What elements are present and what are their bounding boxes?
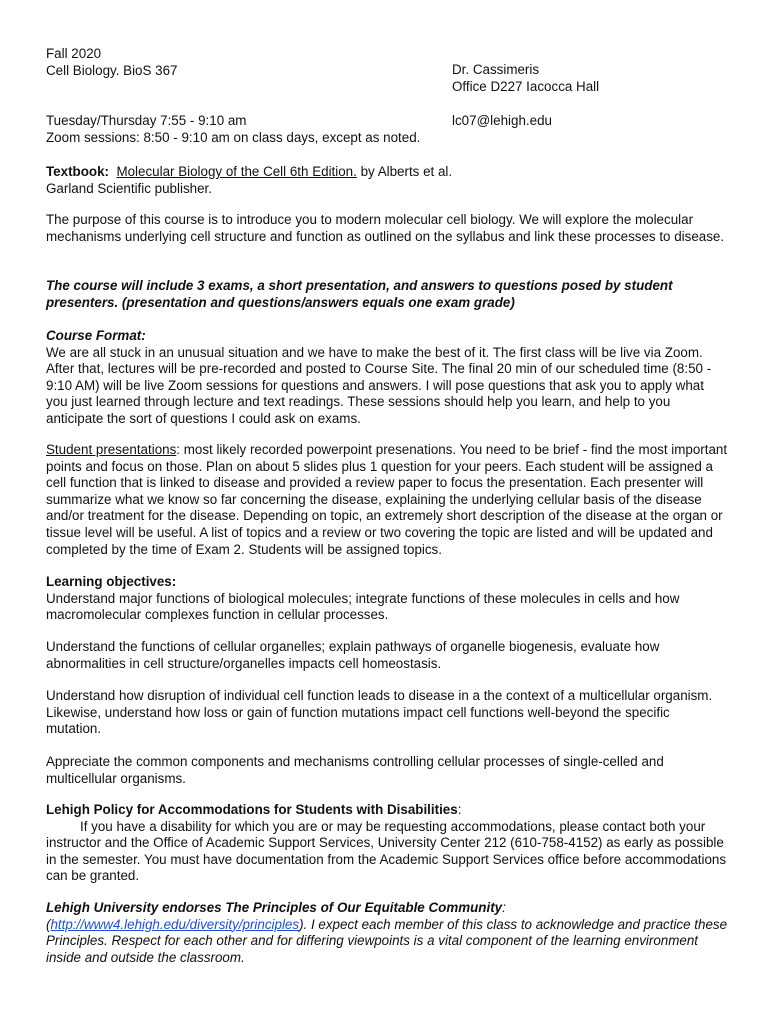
objective-2 xyxy=(46,639,728,672)
instructor-email[interactable]: lc07@lehigh.edu xyxy=(452,113,552,128)
principles-link[interactable]: http://www4.lehigh.edu/diversity/principles xyxy=(50,916,300,932)
instructor-office: Office D227 Iacocca Hall xyxy=(452,78,600,94)
textbook-authors: by Alberts et al. xyxy=(356,164,453,179)
class-schedule: Tuesday/Thursday 7:55 - 9:10 am xyxy=(46,113,247,128)
objectives-section xyxy=(46,574,728,624)
course-title: Cell Biology. BioS 367 xyxy=(46,62,178,78)
objectives-heading: Learning objectives: xyxy=(46,574,177,589)
objective-item: Understand major functions of biological molecules; integrate functions of these molecules in cells and how macromolecular complexes function in cellular processes. xyxy=(46,590,680,623)
objective-item: Understand how disruption of individual cell function leads to disease in a the context of a multicellular organism. Likewise, understand how loss or gain of function mutations impact cell functions well-beyond the specific mutation. xyxy=(46,688,713,737)
presentations-text: : most likely recorded powerpoint presenations. You need to be brief - find the most important points and focus on those. Plan on about 5 slides plus 1 question for your peers. Each student will be assigned a cell function that is linked to disease and provided a review paper to focus the presentation. Each presenter will summarize what we know so far concerning the disease, explaining the underlying cellular basis of the disease and/or treatment for the disease. Depending on topic, an extremely short description of the disease at the organ or tissue level will be useful. A list of topics and a review or two covering the topic are listed and will be updated and completed by the time of Exam 2. Students will be assigned topics. xyxy=(46,442,728,557)
disability-heading: Lehigh Policy for Accommodations for Students with Disabilities xyxy=(46,802,458,817)
course-format-heading: Course Format: xyxy=(46,328,146,343)
course-format-section xyxy=(46,328,728,428)
presentations-label: Student presentations xyxy=(46,442,177,457)
course-header xyxy=(46,46,728,79)
disability-text: If you have a disability for which you are or may be requesting accommodations, please contact both your instructor and the Office of Academic Support Services, University Center 212 (610-758-4152) as early as possible in the semester. You must have documentation from the Academic Support Services office before accommodations can be granted. xyxy=(46,818,727,884)
objective-4 xyxy=(46,754,728,787)
objective-item: Understand the functions of cellular organelles; explain pathways of organelle biogenesis, evaluate how abnormalities in cell structure/organelles impacts cell homeostasis. xyxy=(46,639,660,671)
textbook-section xyxy=(46,164,728,197)
presentations-section xyxy=(46,442,728,558)
exams-note-text: The course will include 3 exams, a short presentation, and answers to questions posed by student presenters. (presentation and questions/answers equals one exam grade) xyxy=(46,278,673,310)
textbook-label: Textbook: xyxy=(46,164,109,179)
equity-colon: : xyxy=(502,900,506,915)
objective-3 xyxy=(46,688,728,738)
purpose-text: The purpose of this course is to introduce you to modern molecular cell biology. We will explore the molecular mechanisms underlying cell structure and function as outlined on the syllabus and link these processes to disease. xyxy=(46,212,725,244)
equity-text: ). I expect each member of this class to acknowledge and practice these Principles. Respect for each other and for differing viewpoints is a vital component of the learning environment inside and outside the classroom. xyxy=(46,916,728,965)
textbook-title: Molecular Biology of the Cell 6th Edition. xyxy=(116,164,357,179)
textbook-publisher: Garland Scientific publisher. xyxy=(46,180,212,196)
instructor-name: Dr. Cassimeris xyxy=(452,62,540,77)
open-paren: ( xyxy=(46,916,51,932)
disability-colon: : xyxy=(457,802,462,817)
zoom-schedule: Zoom sessions: 8:50 - 9:10 am on class days, except as noted. xyxy=(46,129,421,145)
course-purpose xyxy=(46,212,728,245)
equity-heading-prefix: Lehigh University endorses xyxy=(46,900,226,915)
exams-note xyxy=(46,278,728,311)
equity-section xyxy=(46,900,728,966)
objective-item: Appreciate the common components and mechanisms controlling cellular processes of single-celled and multicellular organisms. xyxy=(46,754,664,786)
instructor-info xyxy=(452,62,599,95)
disability-section xyxy=(46,802,728,885)
course-format-text: We are all stuck in an unusual situation and we have to make the best of it. The first class will be live via Zoom. After that, lectures will be pre-recorded and posted to Course Site. The final 20 min of our scheduled time (8:50 - 9:10 AM) will be live Zoom sessions for questions and answers. I will pose questions that ask you to apply what you just learned through lecture and text readings. These sessions should help you learn, and help to you anticipate the sort of questions I could ask on exams. xyxy=(46,344,712,426)
schedule-block xyxy=(46,113,728,146)
equity-heading-title: The Principles of Our Equitable Community xyxy=(225,900,503,915)
term: Fall 2020 xyxy=(46,46,102,61)
